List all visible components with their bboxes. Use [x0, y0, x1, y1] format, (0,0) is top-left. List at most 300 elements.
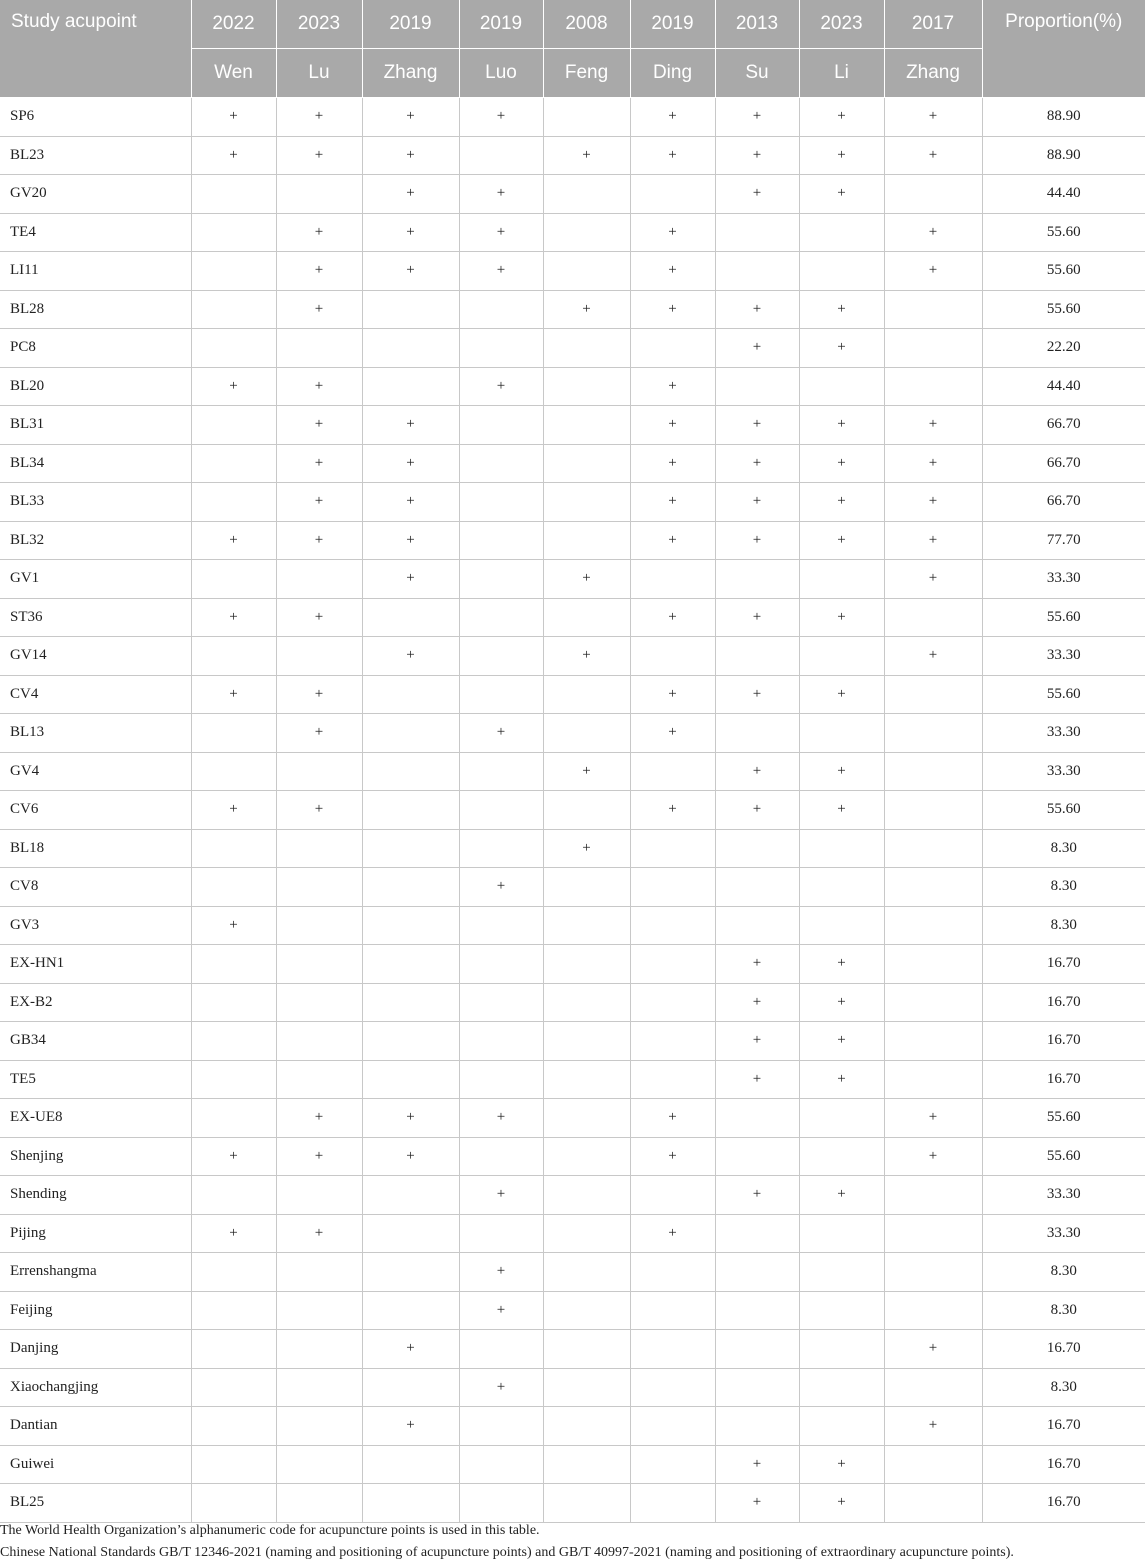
study-mark-cell	[459, 406, 543, 445]
study-mark-cell	[543, 983, 630, 1022]
study-mark-cell: +	[276, 98, 362, 137]
study-mark-cell: +	[276, 598, 362, 637]
acupoint-name: BL20	[0, 367, 191, 406]
study-mark-cell	[362, 1176, 459, 1215]
study-mark-cell: +	[884, 1137, 982, 1176]
table-row	[0, 1253, 1145, 1292]
study-mark-cell: +	[276, 252, 362, 291]
study-mark-cell	[715, 1137, 799, 1176]
study-mark-cell: +	[362, 521, 459, 560]
table-row	[0, 637, 1145, 676]
proportion-value: 88.90	[982, 98, 1145, 137]
study-mark-cell	[884, 1368, 982, 1407]
acupoint-name: BL13	[0, 714, 191, 753]
acupoint-name: Shending	[0, 1176, 191, 1215]
study-mark-cell: +	[630, 444, 715, 483]
study-mark-cell	[884, 752, 982, 791]
study-mark-cell	[543, 1253, 630, 1292]
proportion-value: 66.70	[982, 483, 1145, 522]
study-mark-cell	[362, 868, 459, 907]
study-mark-cell: +	[799, 1445, 884, 1484]
study-mark-cell	[276, 868, 362, 907]
study-mark-cell: +	[459, 1176, 543, 1215]
proportion-value: 55.60	[982, 675, 1145, 714]
study-mark-cell	[362, 1214, 459, 1253]
acupoint-name: Guiwei	[0, 1445, 191, 1484]
study-mark-cell	[191, 329, 276, 368]
study-mark-cell	[191, 444, 276, 483]
proportion-value: 16.70	[982, 1330, 1145, 1369]
study-mark-cell	[799, 252, 884, 291]
study-mark-cell: +	[715, 1022, 799, 1061]
study-mark-cell: +	[715, 675, 799, 714]
study-mark-cell	[799, 868, 884, 907]
study-mark-cell	[459, 752, 543, 791]
study-mark-cell: +	[715, 1060, 799, 1099]
study-mark-cell: +	[715, 1484, 799, 1523]
study-mark-cell: +	[191, 598, 276, 637]
study-mark-cell: +	[630, 406, 715, 445]
study-mark-cell	[543, 1060, 630, 1099]
study-mark-cell	[362, 1291, 459, 1330]
study-mark-cell: +	[362, 252, 459, 291]
study-mark-cell: +	[799, 791, 884, 830]
table-row	[0, 444, 1145, 483]
study-mark-cell	[191, 983, 276, 1022]
study-mark-cell: +	[459, 98, 543, 137]
study-mark-cell: +	[543, 752, 630, 791]
study-mark-cell	[276, 1484, 362, 1523]
study-mark-cell	[543, 714, 630, 753]
table-row	[0, 252, 1145, 291]
table-row	[0, 1099, 1145, 1138]
proportion-value: 44.40	[982, 367, 1145, 406]
study-mark-cell: +	[884, 444, 982, 483]
table-row	[0, 1484, 1145, 1523]
proportion-value: 22.20	[982, 329, 1145, 368]
acupoint-name: Errenshangma	[0, 1253, 191, 1292]
study-mark-cell: +	[191, 791, 276, 830]
proportion-value: 16.70	[982, 1060, 1145, 1099]
study-mark-cell	[630, 1330, 715, 1369]
study-mark-cell	[459, 598, 543, 637]
acupoint-name: TE4	[0, 213, 191, 252]
acupoint-name: BL23	[0, 136, 191, 175]
study-mark-cell	[191, 1291, 276, 1330]
study-mark-cell	[543, 1330, 630, 1369]
study-mark-cell: +	[276, 367, 362, 406]
study-mark-cell: +	[276, 1214, 362, 1253]
study-mark-cell	[191, 290, 276, 329]
study-mark-cell	[799, 1368, 884, 1407]
study-mark-cell	[543, 1484, 630, 1523]
study-mark-cell: +	[362, 444, 459, 483]
proportion-value: 16.70	[982, 945, 1145, 984]
study-mark-cell	[543, 868, 630, 907]
acupoint-name: GV14	[0, 637, 191, 676]
study-mark-cell	[884, 1484, 982, 1523]
study-mark-cell: +	[884, 98, 982, 137]
study-mark-cell: +	[362, 136, 459, 175]
study-mark-cell	[630, 1368, 715, 1407]
acupoint-name: Pijing	[0, 1214, 191, 1253]
study-mark-cell	[799, 1291, 884, 1330]
proportion-value: 8.30	[982, 1291, 1145, 1330]
table-row	[0, 1176, 1145, 1215]
study-mark-cell: +	[191, 906, 276, 945]
study-mark-cell	[630, 983, 715, 1022]
study-mark-cell	[191, 945, 276, 984]
table-row	[0, 791, 1145, 830]
acupoint-name: CV6	[0, 791, 191, 830]
acupoint-name: BL28	[0, 290, 191, 329]
study-mark-cell	[362, 752, 459, 791]
proportion-value: 44.40	[982, 175, 1145, 214]
study-mark-cell	[191, 1407, 276, 1446]
study-mark-cell: +	[362, 98, 459, 137]
acupoint-name: EX-B2	[0, 983, 191, 1022]
study-mark-cell	[884, 829, 982, 868]
study-mark-cell	[543, 1022, 630, 1061]
study-mark-cell	[191, 1022, 276, 1061]
study-mark-cell	[543, 252, 630, 291]
table-row	[0, 906, 1145, 945]
study-mark-cell	[276, 829, 362, 868]
study-mark-cell: +	[799, 329, 884, 368]
study-mark-cell	[191, 560, 276, 599]
study-mark-cell: +	[276, 714, 362, 753]
study-mark-cell: +	[459, 1291, 543, 1330]
study-mark-cell: +	[799, 945, 884, 984]
table-row	[0, 560, 1145, 599]
study-mark-cell: +	[459, 1368, 543, 1407]
acupoint-name: BL18	[0, 829, 191, 868]
study-mark-cell	[630, 1407, 715, 1446]
study-mark-cell	[459, 637, 543, 676]
study-mark-cell	[543, 945, 630, 984]
study-mark-cell: +	[715, 1176, 799, 1215]
study-mark-cell: +	[715, 175, 799, 214]
study-mark-cell: +	[630, 98, 715, 137]
study-mark-cell: +	[630, 675, 715, 714]
header-author: Feng	[543, 49, 630, 98]
study-mark-cell: +	[799, 521, 884, 560]
table-row	[0, 598, 1145, 637]
study-mark-cell: +	[191, 1214, 276, 1253]
study-mark-cell	[459, 290, 543, 329]
study-mark-cell: +	[799, 444, 884, 483]
study-mark-cell: +	[276, 1137, 362, 1176]
study-mark-cell: +	[543, 290, 630, 329]
table-row	[0, 521, 1145, 560]
study-mark-cell: +	[715, 483, 799, 522]
study-mark-cell: +	[276, 483, 362, 522]
proportion-value: 16.70	[982, 1445, 1145, 1484]
study-mark-cell	[630, 1291, 715, 1330]
table-row	[0, 1330, 1145, 1369]
table-row	[0, 983, 1145, 1022]
header-year: 2008	[543, 0, 630, 49]
study-mark-cell	[459, 675, 543, 714]
header-author: Lu	[276, 49, 362, 98]
study-mark-cell: +	[276, 675, 362, 714]
acupoint-name: Shenjing	[0, 1137, 191, 1176]
study-mark-cell	[276, 1291, 362, 1330]
study-mark-cell	[276, 752, 362, 791]
header-year: 2019	[459, 0, 543, 49]
study-mark-cell	[459, 136, 543, 175]
study-mark-cell	[799, 1330, 884, 1369]
acupoint-name: Dantian	[0, 1407, 191, 1446]
study-mark-cell: +	[276, 213, 362, 252]
table-row	[0, 675, 1145, 714]
proportion-value: 55.60	[982, 791, 1145, 830]
study-mark-cell: +	[799, 1022, 884, 1061]
study-mark-cell: +	[884, 483, 982, 522]
study-mark-cell	[543, 1214, 630, 1253]
study-mark-cell	[191, 1484, 276, 1523]
study-mark-cell	[799, 714, 884, 753]
acupoint-name: Xiaochangjing	[0, 1368, 191, 1407]
study-mark-cell: +	[715, 444, 799, 483]
table-row	[0, 213, 1145, 252]
study-mark-cell	[459, 483, 543, 522]
table-row	[0, 136, 1145, 175]
study-mark-cell	[543, 598, 630, 637]
study-mark-cell	[543, 444, 630, 483]
table-row	[0, 1214, 1145, 1253]
study-mark-cell	[543, 98, 630, 137]
study-mark-cell	[191, 1330, 276, 1369]
study-mark-cell: +	[884, 136, 982, 175]
proportion-value: 55.60	[982, 1099, 1145, 1138]
study-mark-cell	[276, 1253, 362, 1292]
study-mark-cell: +	[459, 367, 543, 406]
study-mark-cell: +	[715, 98, 799, 137]
study-mark-cell	[715, 1214, 799, 1253]
proportion-value: 8.30	[982, 1368, 1145, 1407]
study-mark-cell	[884, 1022, 982, 1061]
study-mark-cell	[459, 829, 543, 868]
study-mark-cell	[884, 983, 982, 1022]
proportion-value: 16.70	[982, 1407, 1145, 1446]
study-mark-cell: +	[459, 868, 543, 907]
header-study-acupoint: Study acupoint	[0, 0, 191, 98]
study-mark-cell	[276, 983, 362, 1022]
study-mark-cell	[543, 1407, 630, 1446]
study-mark-cell: +	[715, 1445, 799, 1484]
study-mark-cell	[715, 252, 799, 291]
study-mark-cell	[543, 521, 630, 560]
study-mark-cell	[884, 1214, 982, 1253]
study-mark-cell	[459, 1214, 543, 1253]
study-mark-cell	[715, 1368, 799, 1407]
study-mark-cell	[799, 1407, 884, 1446]
header-author: Wen	[191, 49, 276, 98]
study-mark-cell: +	[715, 406, 799, 445]
proportion-value: 33.30	[982, 1214, 1145, 1253]
acupoint-name: CV8	[0, 868, 191, 907]
study-mark-cell	[276, 329, 362, 368]
proportion-value: 55.60	[982, 290, 1145, 329]
study-mark-cell	[459, 1407, 543, 1446]
study-mark-cell: +	[191, 136, 276, 175]
study-mark-cell: +	[715, 329, 799, 368]
proportion-value: 8.30	[982, 906, 1145, 945]
study-mark-cell	[630, 1060, 715, 1099]
study-mark-cell	[191, 406, 276, 445]
study-mark-cell: +	[630, 213, 715, 252]
study-mark-cell	[276, 1060, 362, 1099]
study-mark-cell: +	[459, 252, 543, 291]
study-mark-cell	[884, 1445, 982, 1484]
study-mark-cell	[630, 1176, 715, 1215]
study-mark-cell	[362, 1060, 459, 1099]
study-mark-cell	[715, 637, 799, 676]
study-mark-cell	[543, 1368, 630, 1407]
study-mark-cell	[191, 1176, 276, 1215]
study-mark-cell	[362, 1022, 459, 1061]
study-mark-cell	[630, 829, 715, 868]
study-mark-cell: +	[191, 675, 276, 714]
study-mark-cell	[459, 1060, 543, 1099]
study-mark-cell	[543, 367, 630, 406]
study-mark-cell: +	[884, 213, 982, 252]
header-author: Luo	[459, 49, 543, 98]
study-mark-cell: +	[799, 983, 884, 1022]
study-mark-cell	[459, 560, 543, 599]
study-mark-cell: +	[884, 252, 982, 291]
proportion-value: 66.70	[982, 406, 1145, 445]
study-mark-cell	[191, 175, 276, 214]
study-mark-cell	[884, 290, 982, 329]
study-mark-cell: +	[715, 791, 799, 830]
study-mark-cell: +	[884, 1330, 982, 1369]
acupoint-name: GV20	[0, 175, 191, 214]
study-mark-cell	[543, 406, 630, 445]
study-mark-cell	[362, 1484, 459, 1523]
study-mark-cell: +	[799, 752, 884, 791]
study-mark-cell: +	[799, 175, 884, 214]
study-mark-cell	[715, 829, 799, 868]
study-mark-cell: +	[884, 1407, 982, 1446]
study-mark-cell	[362, 598, 459, 637]
study-mark-cell: +	[630, 714, 715, 753]
study-mark-cell: +	[362, 637, 459, 676]
study-mark-cell	[543, 1291, 630, 1330]
table-row	[0, 714, 1145, 753]
study-mark-cell	[276, 1022, 362, 1061]
study-mark-cell	[884, 1291, 982, 1330]
study-mark-cell: +	[459, 213, 543, 252]
study-mark-cell: +	[799, 1484, 884, 1523]
study-mark-cell: +	[630, 290, 715, 329]
study-mark-cell	[715, 714, 799, 753]
study-mark-cell	[191, 752, 276, 791]
study-mark-cell: +	[362, 1330, 459, 1369]
study-mark-cell	[362, 829, 459, 868]
study-mark-cell	[459, 1137, 543, 1176]
study-mark-cell: +	[276, 406, 362, 445]
study-mark-cell: +	[276, 1099, 362, 1138]
acupoint-name: CV4	[0, 675, 191, 714]
acupoint-name: ST36	[0, 598, 191, 637]
study-mark-cell: +	[630, 598, 715, 637]
study-mark-cell: +	[191, 521, 276, 560]
study-mark-cell: +	[362, 1137, 459, 1176]
study-mark-cell	[799, 560, 884, 599]
study-mark-cell	[543, 483, 630, 522]
table-row	[0, 829, 1145, 868]
table-row	[0, 175, 1145, 214]
header-year: 2019	[630, 0, 715, 49]
study-mark-cell	[799, 1099, 884, 1138]
study-mark-cell: +	[715, 136, 799, 175]
study-mark-cell	[191, 1368, 276, 1407]
study-mark-cell: +	[459, 1253, 543, 1292]
study-mark-cell: +	[276, 444, 362, 483]
study-mark-cell	[362, 1368, 459, 1407]
study-mark-cell: +	[884, 521, 982, 560]
study-mark-cell: +	[715, 521, 799, 560]
study-mark-cell	[884, 868, 982, 907]
header-author: Zhang	[362, 49, 459, 98]
study-mark-cell	[191, 1253, 276, 1292]
study-mark-cell: +	[630, 1137, 715, 1176]
acupoint-name: GB34	[0, 1022, 191, 1061]
proportion-value: 16.70	[982, 983, 1145, 1022]
study-mark-cell	[362, 1445, 459, 1484]
study-mark-cell	[191, 213, 276, 252]
study-mark-cell	[543, 213, 630, 252]
table-row	[0, 367, 1145, 406]
study-mark-cell: +	[799, 290, 884, 329]
acupoint-name: Feijing	[0, 1291, 191, 1330]
acupoint-name: GV1	[0, 560, 191, 599]
header-author: Ding	[630, 49, 715, 98]
table-row	[0, 752, 1145, 791]
acupoint-name: BL25	[0, 1484, 191, 1523]
acupoint-name: BL32	[0, 521, 191, 560]
study-mark-cell: +	[799, 675, 884, 714]
study-mark-cell: +	[799, 598, 884, 637]
study-mark-cell: +	[543, 829, 630, 868]
study-mark-cell	[884, 1060, 982, 1099]
acupoint-name: BL34	[0, 444, 191, 483]
header-year: 2022	[191, 0, 276, 49]
study-mark-cell	[799, 367, 884, 406]
study-mark-cell	[630, 868, 715, 907]
study-mark-cell	[630, 1445, 715, 1484]
study-mark-cell	[276, 175, 362, 214]
study-mark-cell	[715, 213, 799, 252]
study-mark-cell: +	[630, 252, 715, 291]
proportion-value: 55.60	[982, 213, 1145, 252]
proportion-value: 8.30	[982, 829, 1145, 868]
study-mark-cell	[630, 1253, 715, 1292]
study-mark-cell: +	[884, 1099, 982, 1138]
study-mark-cell: +	[362, 213, 459, 252]
acupoint-name: EX-UE8	[0, 1099, 191, 1138]
study-mark-cell	[362, 714, 459, 753]
study-mark-cell	[799, 1137, 884, 1176]
study-mark-cell	[459, 945, 543, 984]
study-mark-cell: +	[362, 1407, 459, 1446]
study-mark-cell: +	[630, 136, 715, 175]
header-year: 2017	[884, 0, 982, 49]
study-mark-cell	[715, 906, 799, 945]
table-row	[0, 868, 1145, 907]
